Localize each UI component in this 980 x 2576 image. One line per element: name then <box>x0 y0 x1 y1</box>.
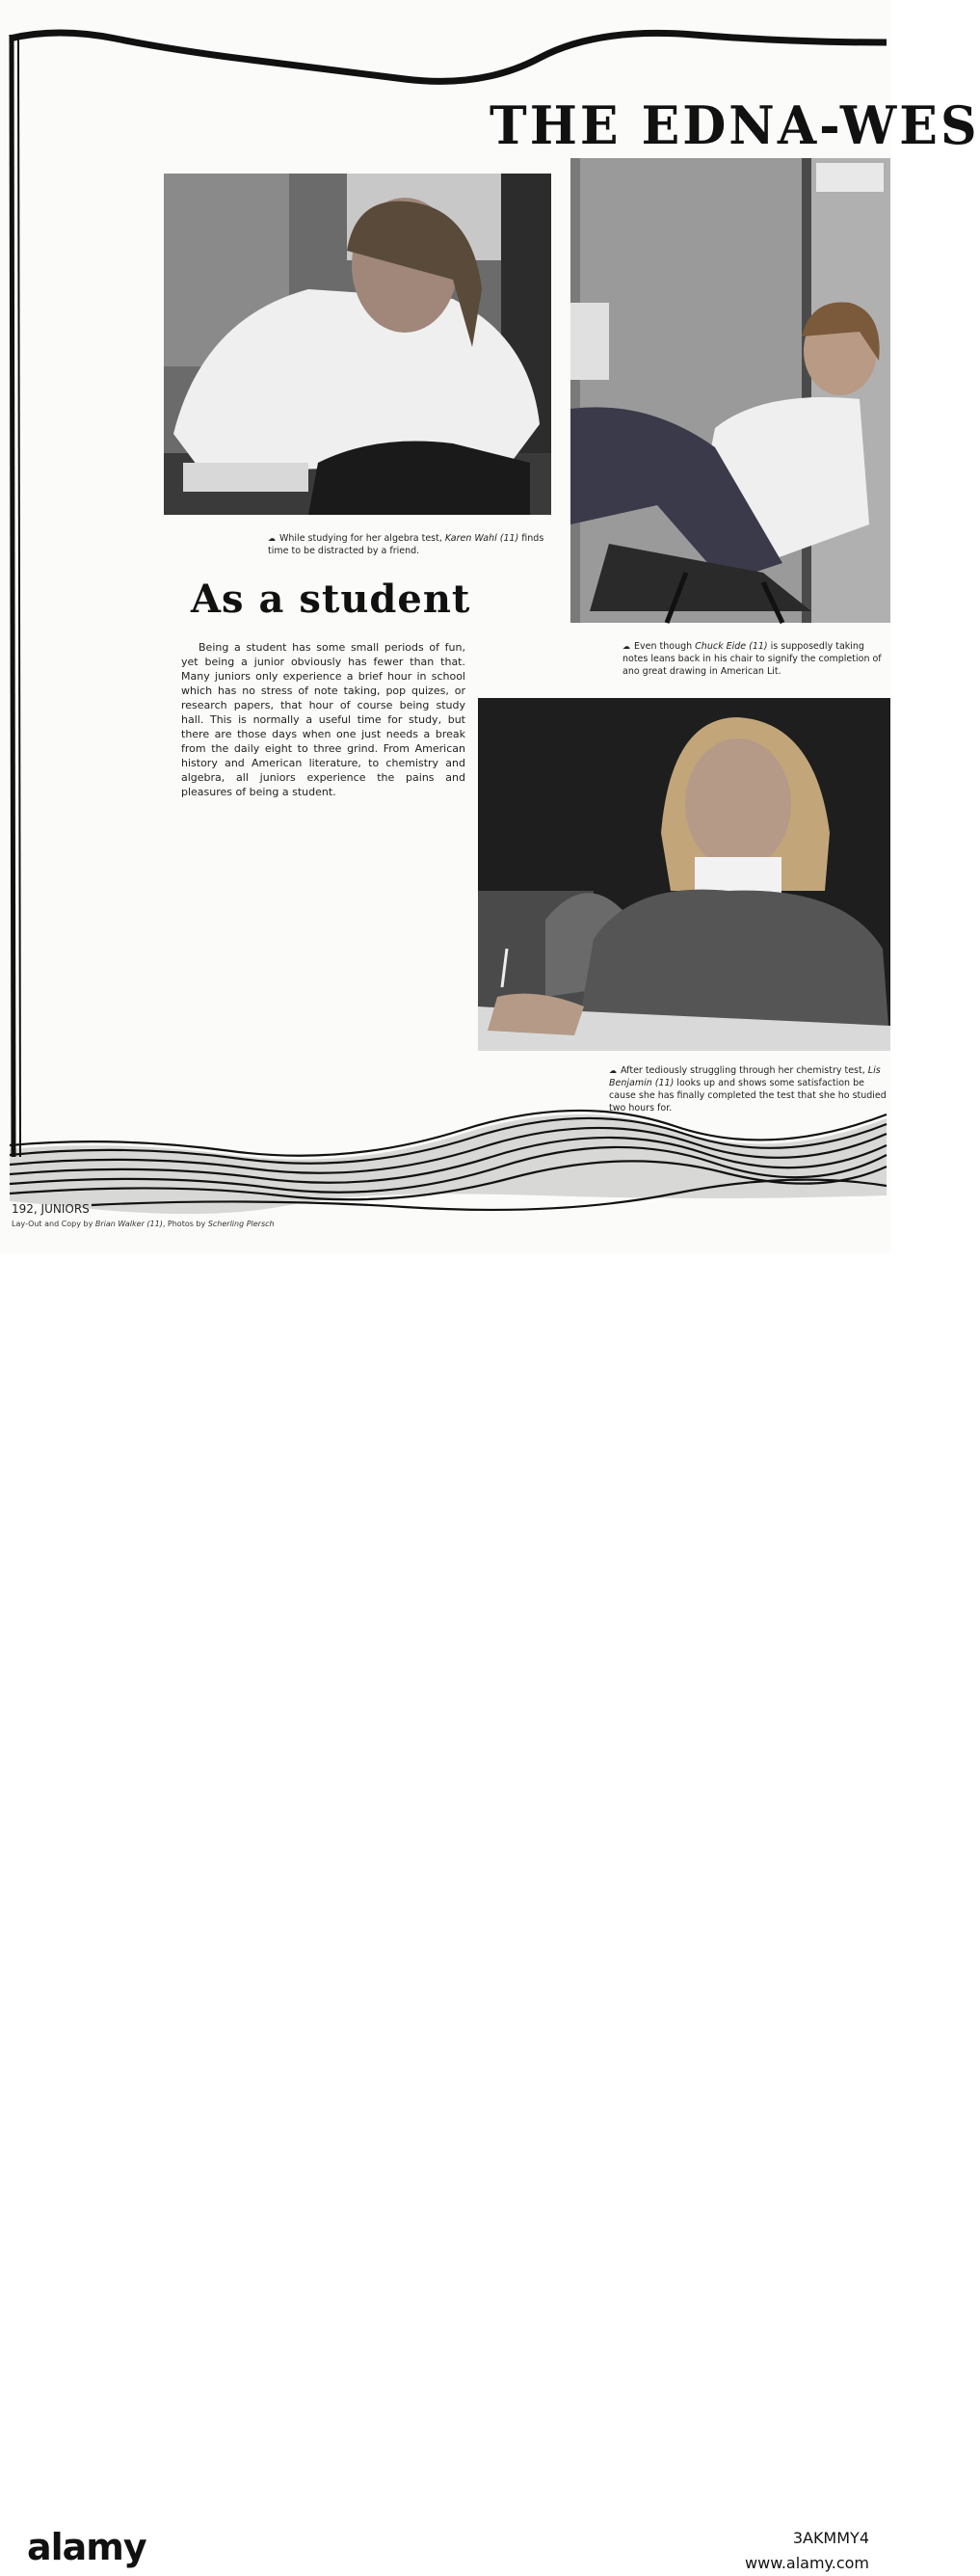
section-title: As a student <box>191 577 471 622</box>
caption-text: finds time to be distracted by a friend. <box>268 533 544 556</box>
caption-student-name: Lis Benjamin (11) <box>609 1065 881 1088</box>
stock-watermark-bar <box>0 1253 890 2572</box>
caption-text: is supposedly taking notes leans back in his chair to signify the completion of ano great drawing in American Lit. <box>622 641 882 677</box>
caption-text: While studying for her algebra test, <box>279 533 445 544</box>
section-body-copy: Being a student has some small periods of fun, yet being a junior obviously has fewer than that. Many juniors only experience a brief hour in school which has no stress of note taking, pop quizes, or research papers, that hour of course being study hall. This is normally a useful time for study, but there are those days when one just needs a break from the daily eight to three grind. From American history and American literature, to chemistry and algebra, all juniors experience the pains and pleasures of being a student. <box>181 641 465 798</box>
stock-image-id: 3AKMMY4 <box>792 2529 869 2547</box>
credit-text: , Photos by <box>162 1220 208 1228</box>
page-folio: 192, JUNIORS <box>12 1202 90 1216</box>
caption-lis-benjamin <box>609 1064 888 1114</box>
yearbook-page <box>0 0 980 1253</box>
alamy-logo: alamy <box>27 2526 146 2568</box>
cloud-bullet-icon: ☁ <box>609 1066 617 1075</box>
photo-lis-benjamin <box>478 698 890 1051</box>
caption-chuck-eide <box>622 640 888 678</box>
page-credit <box>12 1220 275 1228</box>
stock-image-info <box>745 2526 869 2576</box>
caption-student-name: Karen Wahl (11) <box>444 533 519 544</box>
caption-text: Even though <box>634 641 696 652</box>
credit-text: Lay-Out and Copy by <box>12 1220 95 1228</box>
stock-site-url: www.alamy.com <box>745 2554 869 2572</box>
caption-text: looks up and shows some satisfaction be cause she has finally completed the test that she ho studied two hours for. <box>609 1078 887 1114</box>
credit-photographer: Scherling Plersch <box>207 1220 275 1228</box>
cloud-bullet-icon: ☁ <box>622 642 630 651</box>
caption-student-name: Chuck Eide (11) <box>695 641 768 652</box>
page-headline: THE EDNA-WES <box>490 94 980 157</box>
photo-chuck-eide <box>570 158 890 623</box>
photo-karen-wahl <box>164 174 551 515</box>
cloud-bullet-icon: ☁ <box>268 534 276 543</box>
credit-author: Brian Walker (11) <box>94 1220 163 1228</box>
caption-text: After tediously struggling through her chemistry test, <box>621 1065 868 1076</box>
caption-karen-wahl <box>268 532 549 557</box>
